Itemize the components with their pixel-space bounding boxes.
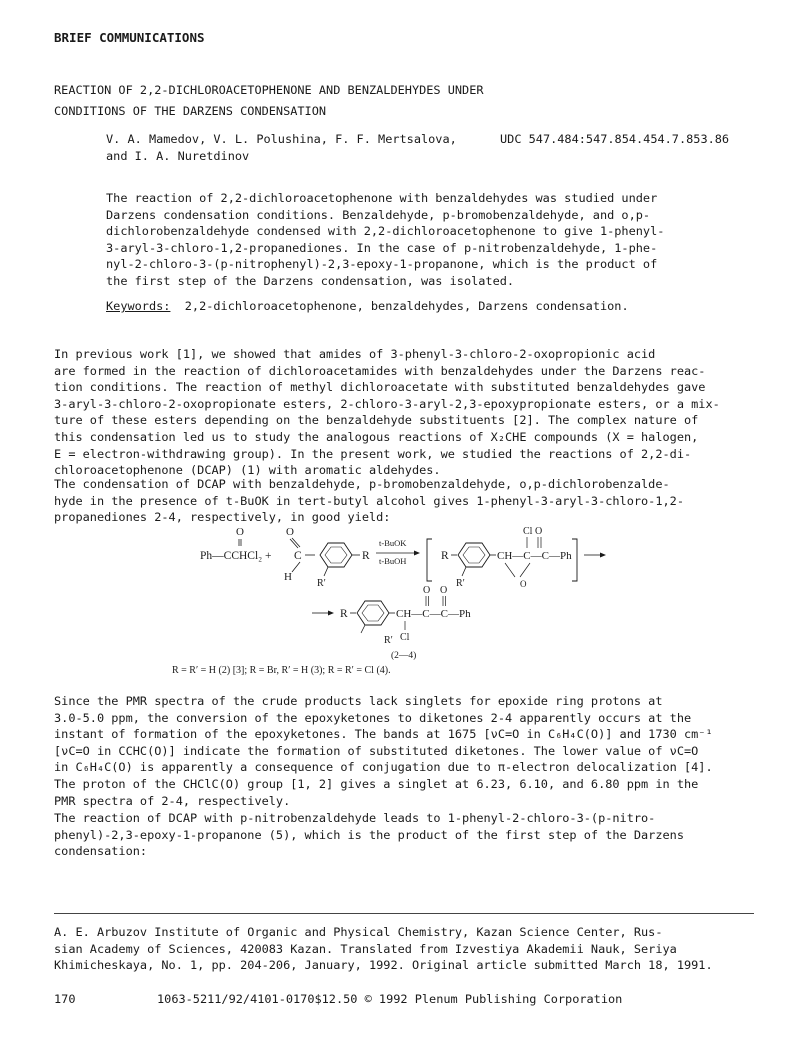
abstract-line: 3-aryl-3-chloro-1,2-propanediones. In the case of p-nitrobenzaldehyde, 1-phe- bbox=[106, 240, 658, 255]
text-line: instant of formation of the epoxyketones. The bands at 1675 [νC=O in C₆H₄C(O)] and 1730 cm⁻¹ bbox=[54, 727, 713, 742]
footnote-line: A. E. Arbuzov Institute of Organic and Physical Chemistry, Kazan Science Center, Rus- bbox=[54, 925, 663, 939]
text-line: hyde in the presence of t-BuOK in tert-butyl alcohol gives 1-phenyl-3-aryl-3-chloro-1,2- bbox=[54, 493, 684, 508]
svg-text:H: H bbox=[284, 571, 292, 583]
page-number: 170 bbox=[54, 992, 76, 1006]
svg-text:R′: R′ bbox=[317, 578, 326, 589]
abstract-line: nyl-2-chloro-3-(p-nitrophenyl)-2,3-epoxy-1-propanone, which is the product of bbox=[106, 257, 658, 272]
svg-text:Cl: Cl bbox=[400, 632, 410, 643]
author-line: and I. A. Nuretdinov bbox=[106, 148, 250, 163]
diketone-product bbox=[312, 585, 471, 661]
text-line: The reaction of DCAP with p-nitrobenzaldehyde leads to 1-phenyl-2-chloro-3-(p-nitro- bbox=[54, 811, 656, 825]
text-line: tion conditions. The reaction of methyl dichloroacetate with substituted benzaldehydes gave bbox=[54, 380, 706, 395]
text-line: propanediones 2-4, respectively, in good yield: bbox=[54, 510, 391, 525]
svg-text:O: O bbox=[423, 585, 431, 596]
paragraph-condensation bbox=[54, 476, 684, 526]
article-title bbox=[54, 80, 484, 122]
section-header: BRIEF COMMUNICATIONS bbox=[54, 30, 205, 45]
text-line: 3-aryl-3-chloro-2-oxopropionate esters, 2-chloro-3-aryl-2,3-epoxypropionate esters, or a mix- bbox=[54, 396, 720, 411]
svg-text:R: R bbox=[340, 608, 348, 620]
reagent-top: t-BuOK bbox=[379, 538, 407, 548]
text-line: phenyl)-2,3-epoxy-1-propanone (5), which is the product of the first step of the Darzens bbox=[54, 827, 684, 842]
footnote-line: Khimicheskaya, No. 1, pp. 204-206, January, 1992. Original article submitted March 18, 1991. bbox=[54, 958, 713, 973]
text-line: PMR spectra of 2-4, respectively. bbox=[54, 793, 291, 808]
keywords-label: Keywords: bbox=[106, 299, 171, 313]
svg-text:R′: R′ bbox=[384, 635, 393, 646]
reaction-arrow bbox=[376, 538, 420, 566]
svg-text:C: C bbox=[294, 550, 302, 562]
udc-code: UDC 547.484:547.854.454.7.853.86 bbox=[500, 132, 730, 146]
text-line: 3.0-5.0 ppm, the conversion of the epoxyketones to diketones 2-4 apparently occurs at the bbox=[54, 710, 692, 725]
reactant-benzaldehyde bbox=[284, 526, 370, 589]
keywords-text: 2,2-dichloroacetophenone, benzaldehydes, Darzens condensation. bbox=[184, 299, 629, 313]
footnote-line: sian Academy of Sciences, 420083 Kazan. Translated from Izvestiya Akademii Nauk, Seriya bbox=[54, 941, 677, 956]
text-line: E = electron-withdrawing group). In the present work, we studied the reactions of 2,2-di- bbox=[54, 446, 692, 461]
abstract-line: The reaction of 2,2-dichloroacetophenone with benzaldehydes was studied under bbox=[106, 191, 658, 205]
scheme-caption: R = R′ = H (2) [3]; R = Br, R′ = H (3); R = R′ = Cl (4). bbox=[172, 665, 391, 676]
title-line: REACTION OF 2,2-DICHLOROACETOPHENONE AND BENZALDEHYDES UNDER bbox=[54, 83, 484, 97]
svg-text:O: O bbox=[440, 585, 448, 596]
keywords bbox=[106, 298, 629, 315]
svg-text:CH—C—C—Ph: CH—C—C—Ph bbox=[396, 608, 471, 620]
title-line: CONDITIONS OF THE DARZENS CONDENSATION bbox=[54, 104, 327, 118]
text-line: In previous work [1], we showed that amides of 3-phenyl-3-chloro-2-oxopropionic acid bbox=[54, 347, 656, 361]
text-line: Since the PMR spectra of the crude products lack singlets for epoxide ring protons at bbox=[54, 694, 663, 708]
text-line: are formed in the reaction of dichloroacetamides with benzaldehydes under the Darzens reac- bbox=[54, 363, 706, 378]
reactant-dcap bbox=[200, 526, 272, 562]
footnote-rule bbox=[54, 913, 754, 914]
reactant1-formula: Ph—CCHCl₂ + bbox=[200, 550, 272, 562]
copyright-line: 1063-5211/92/4101-0170$12.50 © 1992 Plenum Publishing Corporation bbox=[157, 992, 623, 1006]
paragraph-intro bbox=[54, 346, 720, 479]
text-line: in C₆H₄C(O) is apparently a consequence of conjugation due to π-electron delocalization [4]. bbox=[54, 760, 713, 775]
abstract-line: Darzens condensation conditions. Benzaldehyde, p-bromobenzaldehyde, and o,p- bbox=[106, 207, 651, 222]
svg-text:R: R bbox=[441, 550, 449, 562]
compound-label: (2—4) bbox=[391, 651, 417, 661]
paragraph-nitro bbox=[54, 810, 684, 860]
text-line: [νC=O in CCHC(O)] indicate the formation of substituted diketones. The lower value of νC=O bbox=[54, 743, 699, 758]
epoxide-intermediate bbox=[427, 526, 606, 589]
svg-text:R: R bbox=[362, 550, 370, 562]
svg-text:Cl O: Cl O bbox=[523, 526, 543, 537]
text-line: The proton of the CHClC(O) group [1, 2] gives a singlet at 6.23, 6.10, and 6.80 ppm in the bbox=[54, 776, 699, 791]
text-line: condensation: bbox=[54, 844, 148, 859]
reagent-bottom: t-BuOH bbox=[379, 556, 407, 566]
text-line: The condensation of DCAP with benzaldehyde, p-bromobenzaldehyde, o,p-dichlorobenzalde- bbox=[54, 477, 670, 491]
text-line: ture of these esters depending on the benzaldehyde substituents [2]. The complex nature of bbox=[54, 413, 699, 428]
text-line: this condensation led us to study the analogous reactions of X₂CHE compounds (X = halogen, bbox=[54, 429, 699, 444]
svg-text:O: O bbox=[286, 526, 294, 538]
footnote bbox=[54, 924, 713, 974]
abstract-line: dichlorobenzaldehyde condensed with 2,2-dichloroacetophenone to give 1-phenyl- bbox=[106, 224, 665, 239]
text-line: chloroacetophenone (DCAP) (1) with aromatic aldehydes. bbox=[54, 463, 441, 478]
svg-text:R′: R′ bbox=[456, 578, 465, 589]
abstract bbox=[106, 190, 664, 290]
abstract-line: the first step of the Darzens condensation, was isolated. bbox=[106, 273, 515, 288]
authors bbox=[106, 131, 457, 164]
svg-text:O: O bbox=[520, 579, 527, 589]
svg-text:O: O bbox=[236, 526, 244, 538]
svg-text:CH—C—C—Ph: CH—C—C—Ph bbox=[497, 550, 572, 562]
reaction-scheme bbox=[160, 522, 620, 682]
author-line: V. A. Mamedov, V. L. Polushina, F. F. Mertsalova, bbox=[106, 132, 457, 146]
paragraph-pmr bbox=[54, 693, 713, 809]
